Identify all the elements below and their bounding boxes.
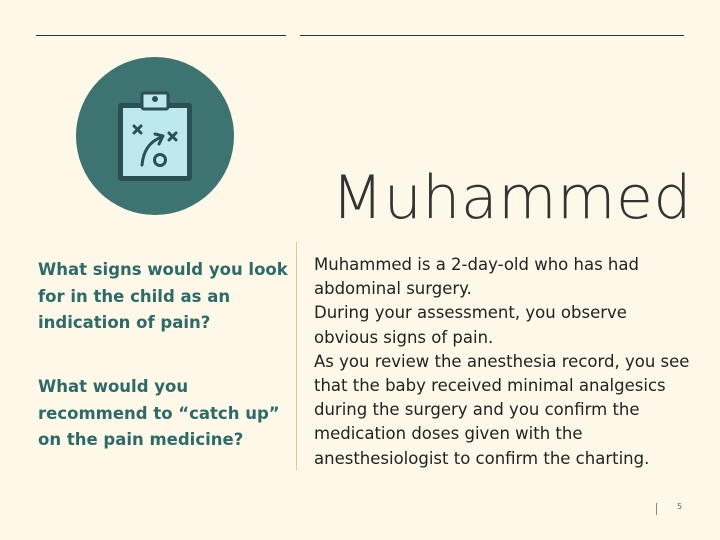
top-rule-left <box>36 35 286 36</box>
case-paragraph: As you review the anesthesia record, you see that the baby received minimal analgesics during the surgery and you confirm the medication doses given with the anesthesiologist to confirm the charting. <box>314 351 690 468</box>
top-rule-right <box>300 35 684 36</box>
case-paragraph: Muhammed is a 2-day-old who has had abdominal surgery. <box>314 255 639 299</box>
question-pain-signs: What signs would you look for in the child as an indication of pain? <box>38 260 288 332</box>
case-paragraph: During your assessment, you observe obvious signs of pain. <box>314 303 627 347</box>
question-catch-up-medicine: What would you recommend to “catch up” on the pain medicine? <box>38 377 280 449</box>
case-description <box>314 253 694 471</box>
clipboard-play-strategy-icon <box>76 57 234 215</box>
footer-separator <box>656 503 657 515</box>
page-number: 5 <box>677 502 683 511</box>
column-divider <box>296 242 297 470</box>
icon-badge <box>76 57 234 215</box>
slide-title: Muhammed <box>331 163 692 233</box>
